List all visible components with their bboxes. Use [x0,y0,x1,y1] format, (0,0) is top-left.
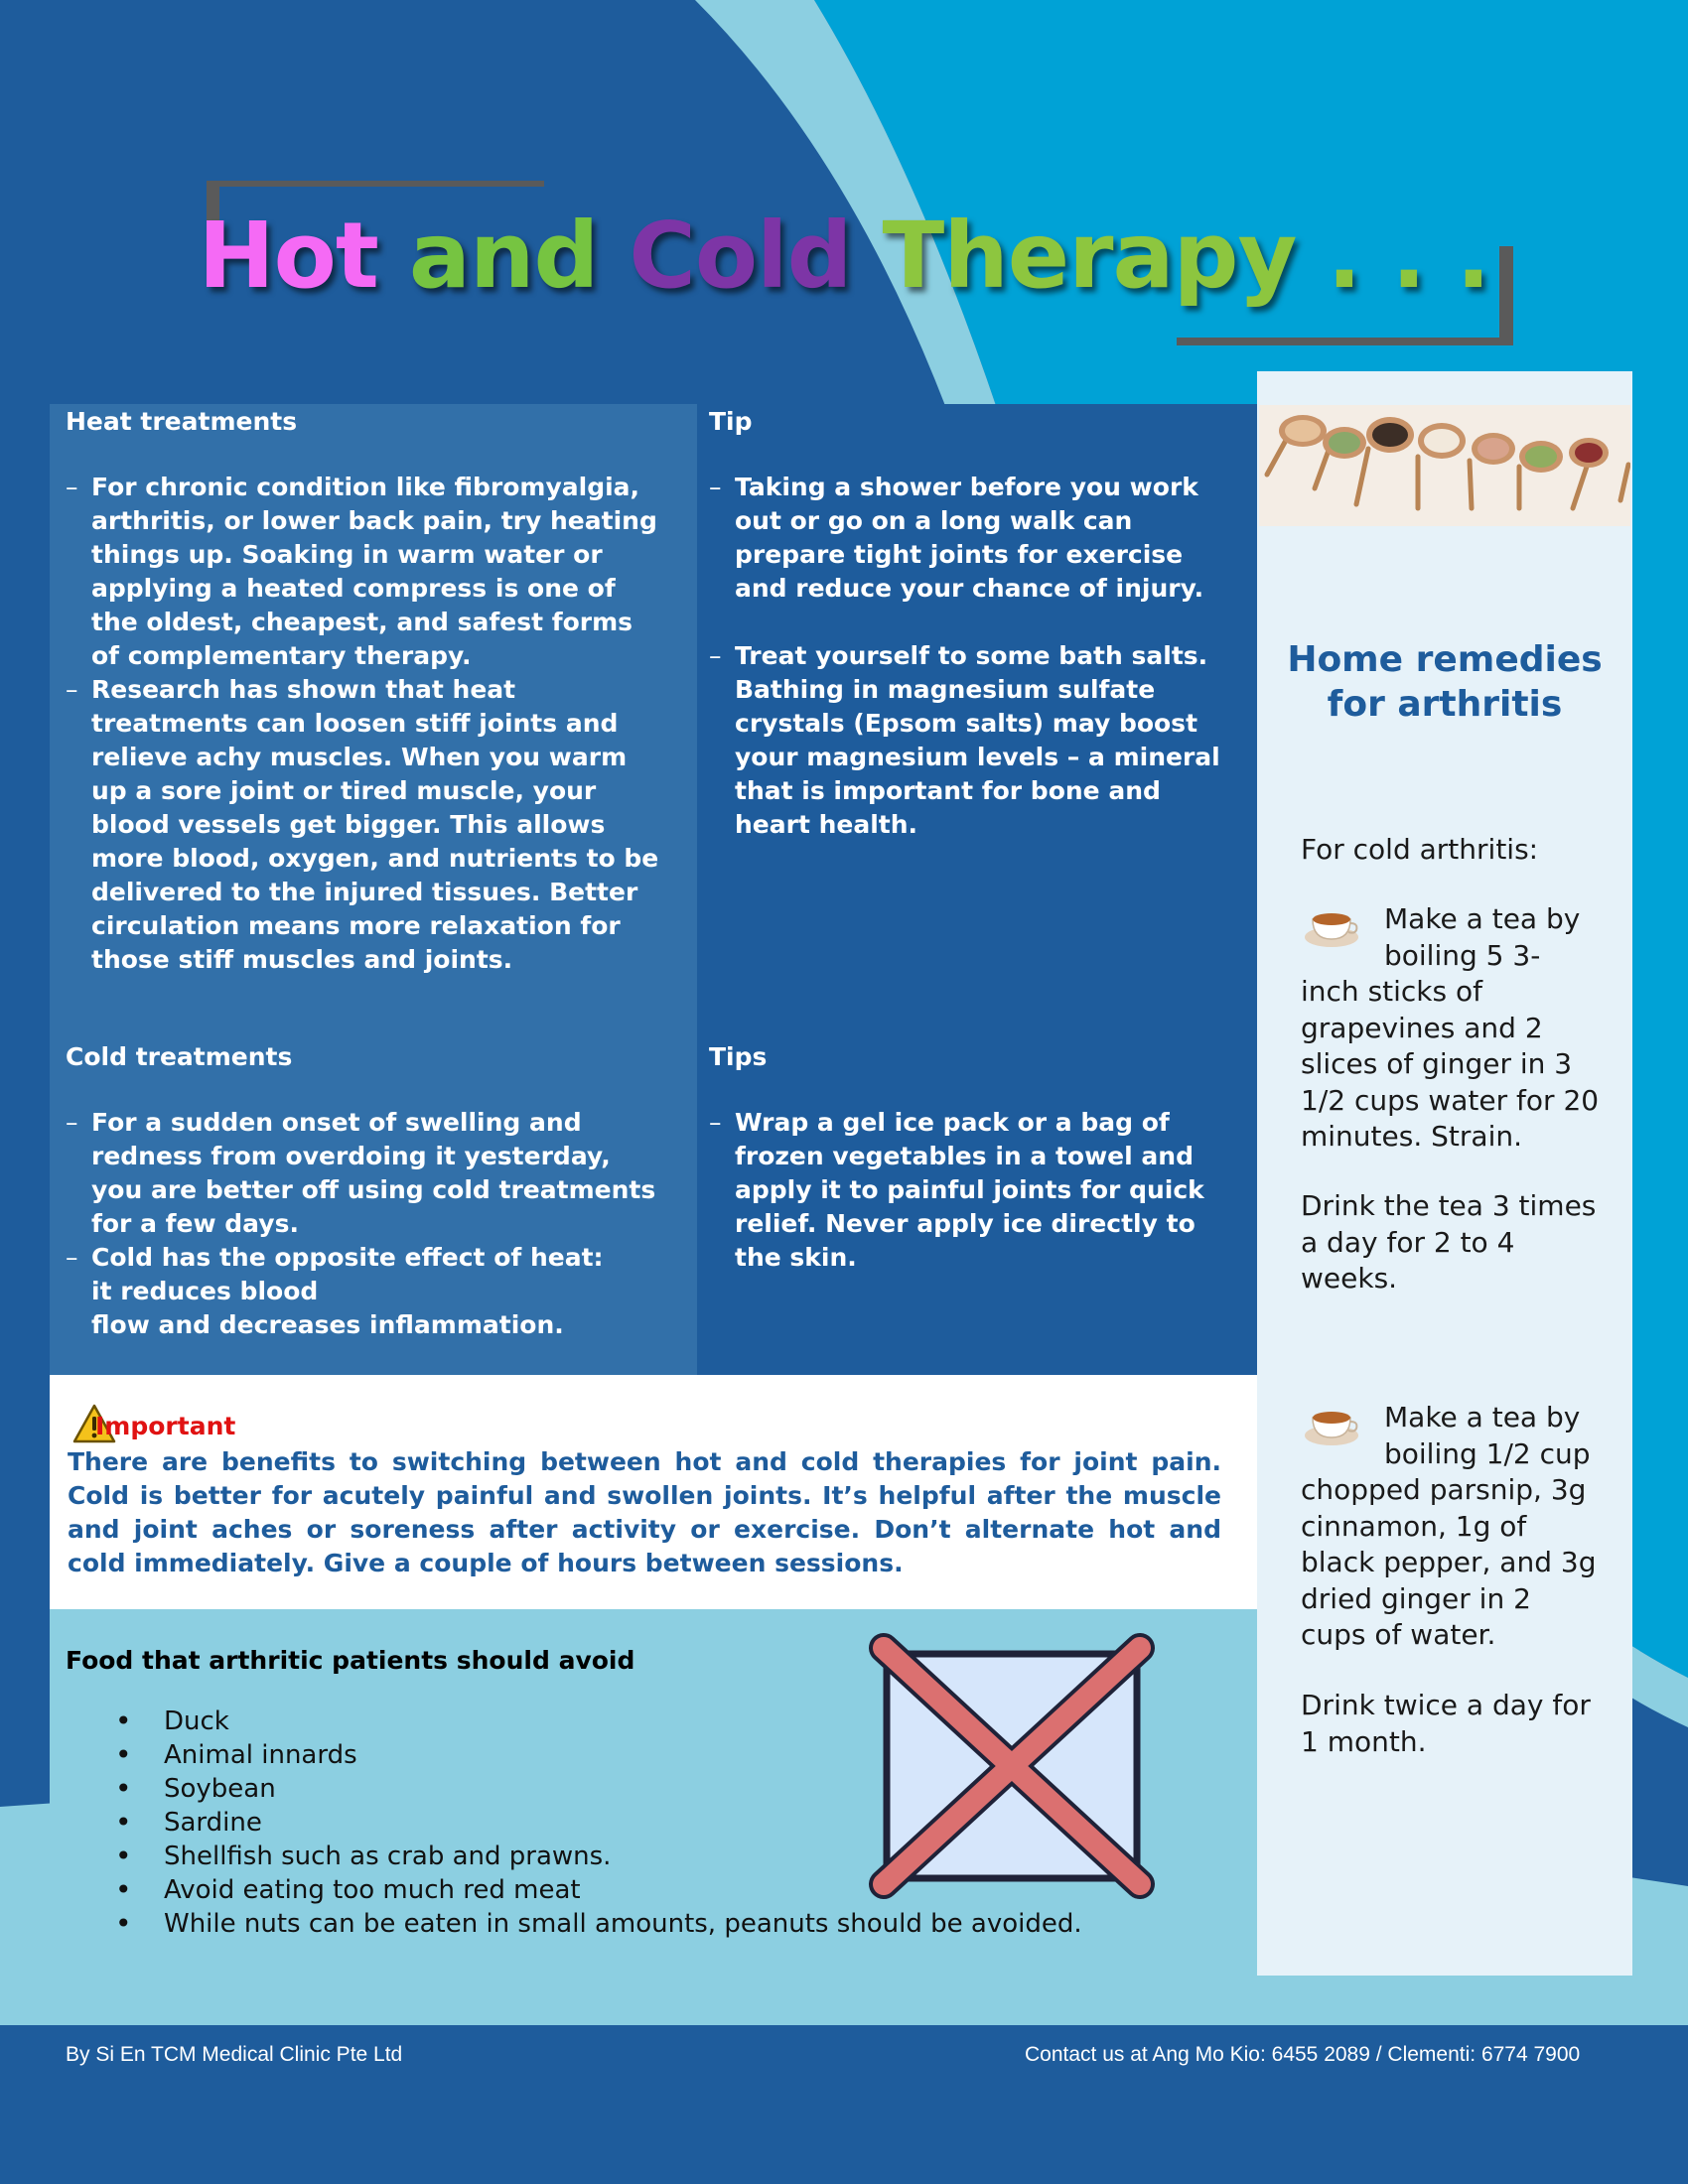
sidebar-title: Home remedies for arthritis [1287,639,1603,725]
food-item: • Duck [107,1705,1082,1738]
tip-item: – Treat yourself to some bath salts. Bathing in magnesium sulfate crystals (Epsom salts) may boost your magnesium levels – a mineral that is important for bone and heart health. [709,639,1225,842]
food-item: • Animal innards [107,1738,1082,1772]
heat-section [66,405,661,977]
heat-item: – Research has shown that heat treatments can loosen stiff joints and relieve achy muscles. When you warm up a sore joint or tired muscle, your blood vessels get bigger. This allows more blood, oxygen, and nutrients to be delivered to the injured tissues. Better circulation means more relaxation for those stiff muscles and joints. [66,673,661,977]
food-title: Food that arthritic patients should avoid [66,1646,635,1675]
tips-item: – Wrap a gel ice pack or a bag of frozen vegetables in a towel and apply it to painful joints for quick relief. Never apply ice directly to the skin. [709,1106,1225,1275]
page-title [0,203,1688,309]
footer-contact: Contact us at Ang Mo Kio: 6455 2089 / Clementi: 6774 7900 [1025,2043,1581,2066]
tea-cup-icon [1303,1398,1360,1447]
food-item: • Avoid eating too much red meat [107,1873,1082,1907]
tip-section [709,405,1225,876]
heat-item: – For chronic condition like fibromyalgia, arthritis, or lower back pain, try heating things up. Soaking in warm water or applying a heated compress is one of the oldest, cheapest, and safest forms of complementary therapy. [66,471,661,673]
food-item: • While nuts can be eaten in small amounts, peanuts should be avoided. [107,1907,1082,1941]
heat-heading: Heat treatments [66,407,298,436]
title-hot: Hot [198,203,378,309]
title-therapy: Therapy . . . [882,203,1490,309]
spoons-icon [1259,405,1630,526]
remedy2-lead: Make a tea by boiling 1/2 cup [1384,1401,1591,1470]
tip-heading: Tip [709,407,753,436]
sidebar-subtitle: For cold arthritis: [1301,833,1539,866]
prohibited-x-icon [862,1626,1162,1906]
cold-heading: Cold treatments [66,1042,293,1071]
herbal-spoons-image [1259,405,1630,526]
food-item: • Sardine [107,1806,1082,1840]
cold-item: – Cold has the opposite effect of heat: it reduces blood flow and decreases inflammation. [66,1241,661,1342]
food-item: • Soybean [107,1772,1082,1806]
important-label: Important [95,1412,236,1440]
food-item: • Shellfish such as crab and prawns. [107,1840,1082,1873]
remedy1-dose: Drink the tea 3 times a day for 2 to 4 weeks. [1301,1189,1597,1295]
remedy1-lead: Make a tea by boiling 5 3- [1384,902,1581,972]
tips-section [709,1040,1225,1275]
tip-item: – Taking a shower before you work out or go on a long walk can prepare tight joints for exercise and reduce your chance of injury. [709,471,1225,606]
footer-credit: By Si En TCM Medical Clinic Pte Ltd [66,2043,403,2066]
important-text: There are benefits to switching between hot and cold therapies for joint pain. Cold is better for acutely painful and swollen joints. It’s helpful after the muscle and joint aches or soreness after activity or exercise. Don’t alternate hot and cold immediately. Give a couple of hours between sessions. [68,1447,1221,1577]
remedy2-dose: Drink twice a day for 1 month. [1301,1689,1591,1758]
title-cold: Cold [629,203,852,309]
remedy1-text: inch sticks of grapevines and 2 slices of ginger in 3 1/2 cups water for 20 minutes. Strain. [1301,975,1600,1153]
cold-section [66,1040,661,1342]
remedy2-text: chopped parsnip, 3g cinnamon, 1g of black pepper, and 3g dried ginger in 2 cups of water. [1301,1473,1597,1651]
tips-heading: Tips [709,1042,768,1071]
title-and: and [408,203,599,309]
tea-cup-icon [1303,899,1360,949]
cold-item: – For a sudden onset of swelling and redness from overdoing it yesterday, you are better off using cold treatments for a few days. [66,1106,661,1241]
